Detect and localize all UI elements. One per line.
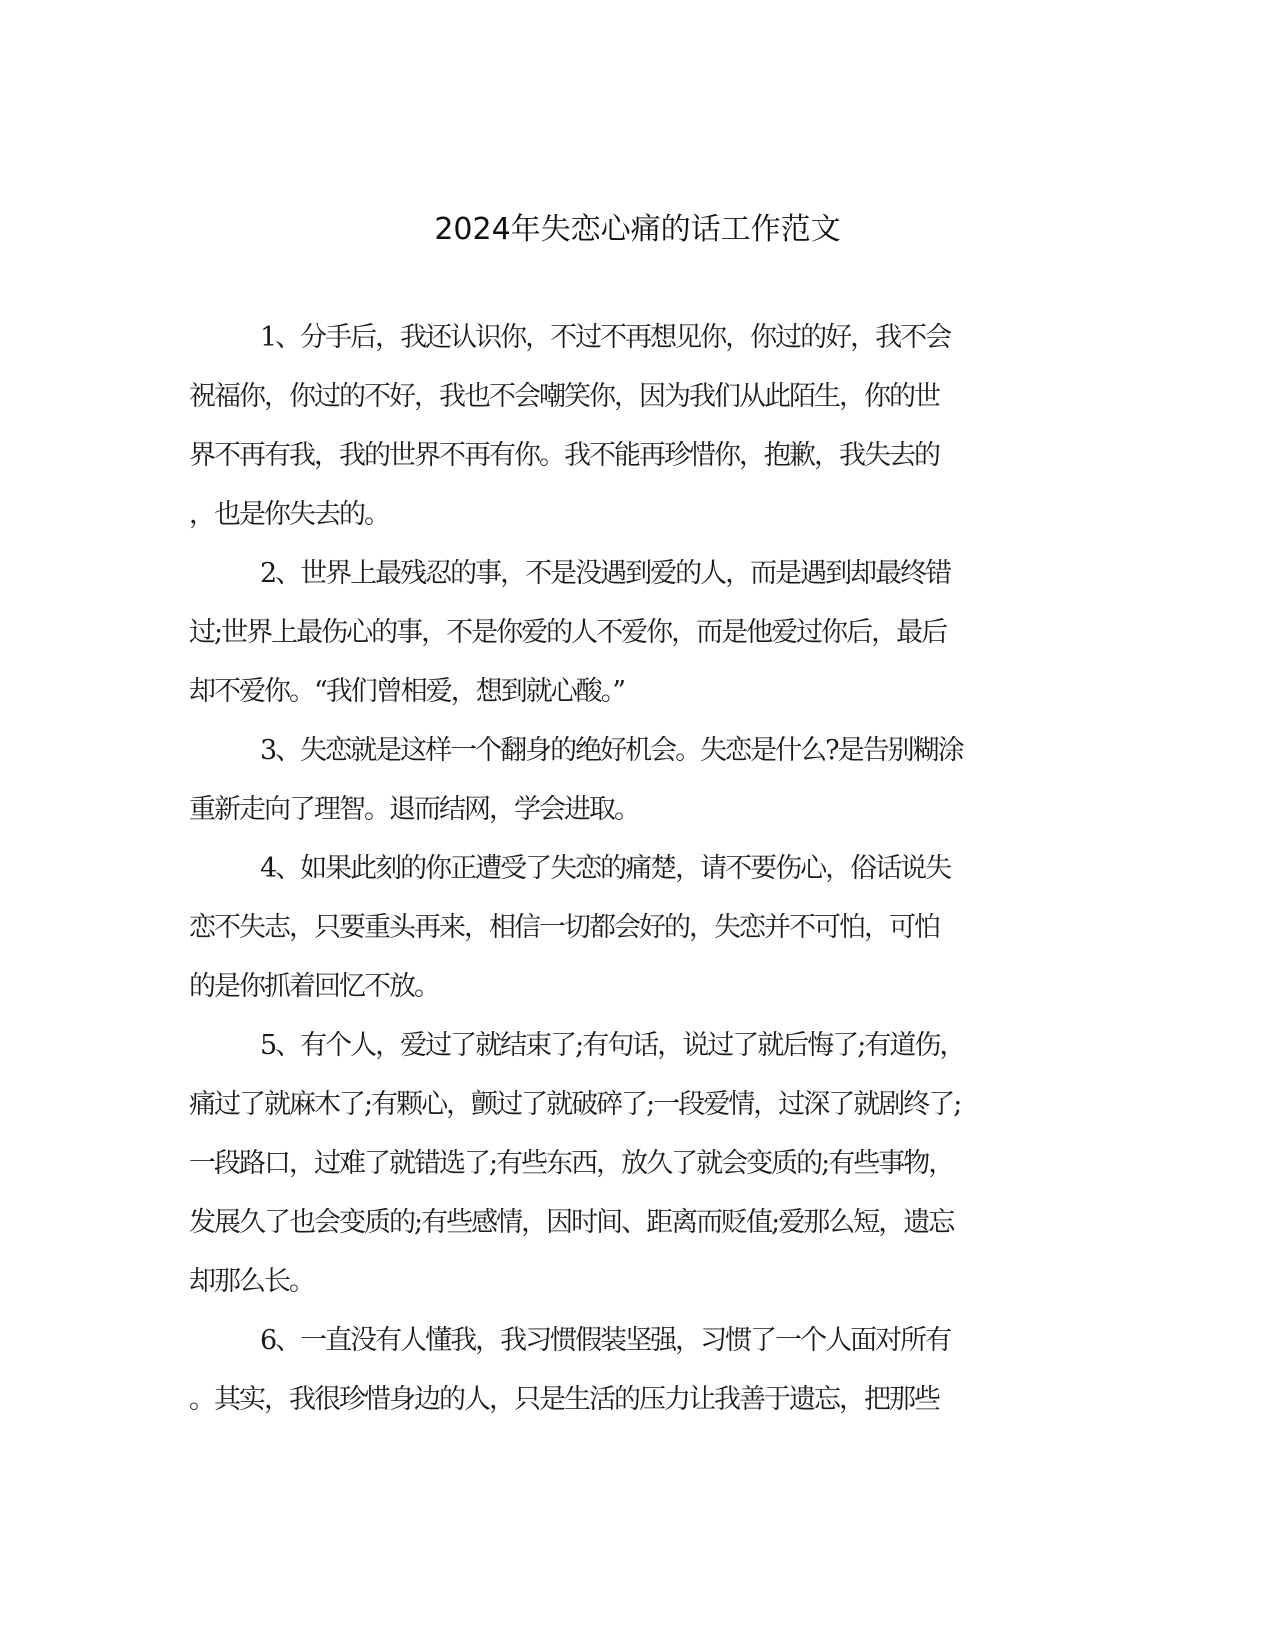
paragraph-4-line-2: 恋不失志，只要重头再来，相信一切都会好的，失恋并不可怕，可怕 [189,912,939,943]
paragraph-6-line-1: 6、一直没有人懂我，我习惯假装坚强，习惯了一个人面对所有 [260,1325,951,1356]
paragraph-1-line-3: 界不再有我，我的世界不再有你。我不能再珍惜你，抱歉，我失去的 [189,440,939,471]
paragraph-1-line-1: 1、分手后，我还认识你，不过不再想见你，你过的好，我不会 [260,322,951,353]
paragraph-5-line-1: 5、有个人，爱过了就结束了;有句话，说过了就后悔了;有道伤， [260,1030,965,1061]
paragraph-2-line-3: 却不爱你。“我们曾相爱，想到就心酸。” [189,676,625,707]
paragraph-3-line-2: 重新走向了理智。退而结网，学会进取。 [189,794,639,825]
paragraph-4-line-1: 4、如果此刻的你正遭受了失恋的痛楚，请不要伤心，俗话说失 [260,853,951,884]
paragraph-1-line-2: 祝福你，你过的不好，我也不会嘲笑你，因为我们从此陌生，你的世 [189,381,939,412]
paragraph-4-line-3: 的是你抓着回忆不放。 [189,971,439,1002]
paragraph-5-line-5: 却那么长。 [189,1266,314,1297]
page-title: 2024年失恋心痛的话工作范文 [434,212,841,247]
paragraph-2-line-1: 2、世界上最残忍的事，不是没遇到爱的人，而是遇到却最终错 [260,558,951,589]
paragraph-3-line-1: 3、失恋就是这样一个翻身的绝好机会。失恋是什么?是告别糊涂 [260,735,963,766]
paragraph-5-line-4: 发展久了也会变质的;有些感情，因时间、距离而贬值;爱那么短，遗忘 [189,1207,954,1238]
paragraph-6-line-2: 。其实，我很珍惜身边的人，只是生活的压力让我善于遗忘，把那些 [189,1384,939,1415]
paragraph-2-line-2: 过;世界上最伤心的事，不是你爱的人不爱你，而是他爱过你后，最后 [189,617,947,648]
paragraph-5-line-3: 一段路口，过难了就错选了;有些东西，放久了就会变质的;有些事物， [189,1148,954,1179]
paragraph-1-line-4: ，也是你失去的。 [189,499,389,530]
paragraph-5-line-2: 痛过了就麻木了;有颗心，颤过了就破碎了;一段爱情，过深了就剧终了; [189,1089,961,1120]
